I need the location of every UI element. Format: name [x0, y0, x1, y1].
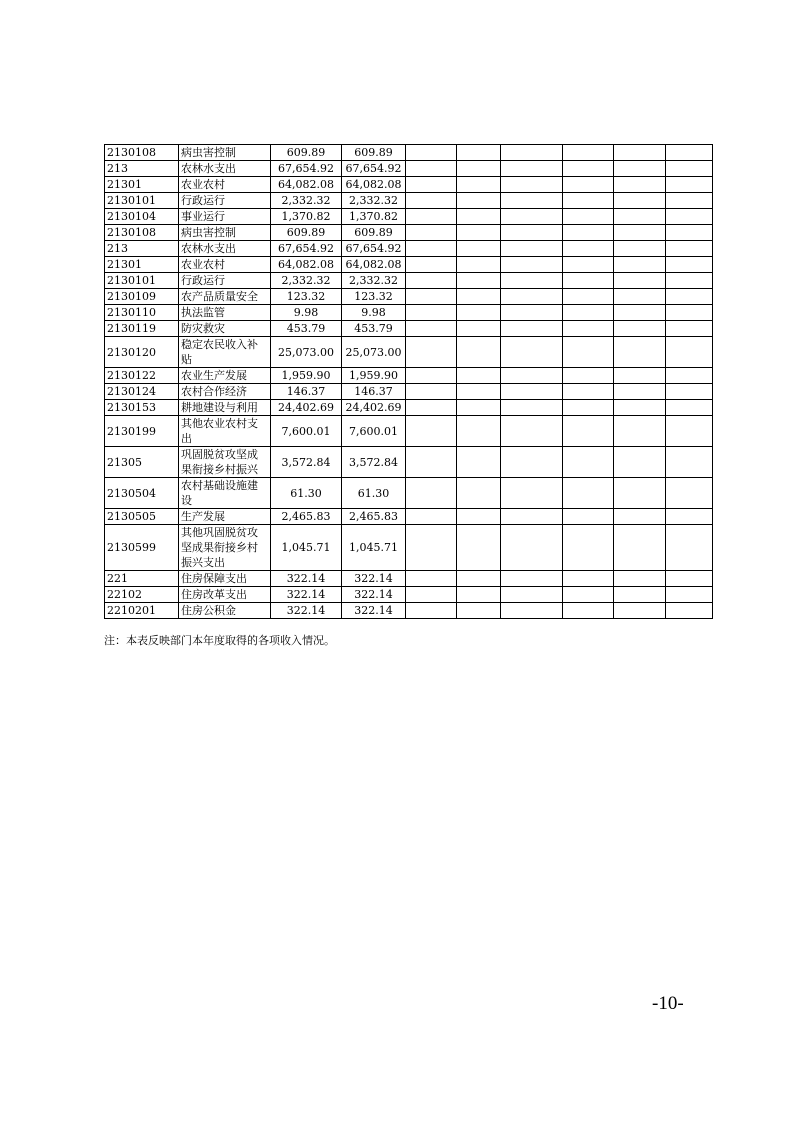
cell-name: 农村基础设施建设	[179, 478, 271, 509]
table-row	[105, 321, 713, 337]
cell-name: 住房改革支出	[179, 587, 271, 603]
cell-name: 病虫害控制	[179, 145, 271, 161]
cell-basic: 609.89	[342, 145, 406, 161]
cell-empty	[614, 289, 666, 305]
cell-empty	[563, 416, 614, 447]
cell-name: 农产品质量安全	[179, 289, 271, 305]
cell-total: 67,654.92	[271, 161, 342, 177]
table-row	[105, 587, 713, 603]
cell-empty	[501, 368, 563, 384]
cell-name: 农林水支出	[179, 241, 271, 257]
cell-basic: 146.37	[342, 384, 406, 400]
cell-total: 24,402.69	[271, 400, 342, 416]
cell-name: 其他农业农村支出	[179, 416, 271, 447]
cell-code: 21301	[105, 177, 179, 193]
cell-empty	[563, 225, 614, 241]
cell-empty	[666, 193, 713, 209]
cell-basic: 2,332.32	[342, 193, 406, 209]
cell-total: 9.98	[271, 305, 342, 321]
cell-empty	[666, 177, 713, 193]
table-row	[105, 509, 713, 525]
cell-empty	[563, 400, 614, 416]
cell-basic: 2,332.32	[342, 273, 406, 289]
cell-empty	[406, 145, 457, 161]
page-number: -10-	[652, 993, 684, 1014]
cell-empty	[501, 241, 563, 257]
cell-basic: 67,654.92	[342, 161, 406, 177]
cell-empty	[666, 209, 713, 225]
cell-name: 其他巩固脱贫攻坚成果衔接乡村振兴支出	[179, 525, 271, 571]
cell-total: 64,082.08	[271, 177, 342, 193]
cell-empty	[614, 509, 666, 525]
cell-empty	[501, 587, 563, 603]
cell-empty	[406, 384, 457, 400]
table-row	[105, 209, 713, 225]
cell-total: 1,370.82	[271, 209, 342, 225]
cell-empty	[501, 177, 563, 193]
cell-total: 1,959.90	[271, 368, 342, 384]
cell-empty	[614, 321, 666, 337]
cell-empty	[501, 509, 563, 525]
table-row	[105, 145, 713, 161]
cell-name: 农业农村	[179, 177, 271, 193]
cell-name: 行政运行	[179, 193, 271, 209]
cell-empty	[406, 337, 457, 368]
table-row	[105, 525, 713, 571]
cell-total: 25,073.00	[271, 337, 342, 368]
cell-empty	[457, 273, 501, 289]
table-row	[105, 571, 713, 587]
cell-empty	[614, 368, 666, 384]
cell-empty	[501, 384, 563, 400]
cell-empty	[457, 225, 501, 241]
cell-code: 2130109	[105, 289, 179, 305]
cell-total: 61.30	[271, 478, 342, 509]
cell-empty	[614, 257, 666, 273]
cell-empty	[457, 193, 501, 209]
cell-empty	[666, 603, 713, 619]
cell-empty	[501, 193, 563, 209]
cell-empty	[614, 400, 666, 416]
cell-name: 农村合作经济	[179, 384, 271, 400]
budget-table	[104, 144, 713, 619]
cell-empty	[406, 193, 457, 209]
cell-name: 生产发展	[179, 509, 271, 525]
cell-empty	[563, 209, 614, 225]
cell-empty	[614, 447, 666, 478]
cell-empty	[501, 145, 563, 161]
cell-basic: 9.98	[342, 305, 406, 321]
cell-empty	[457, 289, 501, 305]
cell-empty	[501, 603, 563, 619]
cell-empty	[457, 525, 501, 571]
cell-empty	[406, 161, 457, 177]
cell-empty	[666, 400, 713, 416]
cell-name: 稳定农民收入补贴	[179, 337, 271, 368]
cell-empty	[563, 587, 614, 603]
cell-basic: 64,082.08	[342, 257, 406, 273]
cell-empty	[406, 416, 457, 447]
table-row	[105, 305, 713, 321]
cell-empty	[614, 225, 666, 241]
cell-code: 22102	[105, 587, 179, 603]
cell-code: 2130108	[105, 225, 179, 241]
cell-empty	[666, 321, 713, 337]
cell-empty	[406, 225, 457, 241]
cell-empty	[457, 321, 501, 337]
cell-name: 住房公积金	[179, 603, 271, 619]
cell-empty	[614, 177, 666, 193]
cell-empty	[666, 416, 713, 447]
cell-basic: 61.30	[342, 478, 406, 509]
cell-empty	[666, 525, 713, 571]
cell-code: 2130101	[105, 273, 179, 289]
cell-name: 农业生产发展	[179, 368, 271, 384]
cell-empty	[406, 603, 457, 619]
cell-name: 农林水支出	[179, 161, 271, 177]
cell-code: 221	[105, 571, 179, 587]
cell-code: 21305	[105, 447, 179, 478]
cell-code: 21301	[105, 257, 179, 273]
table-row	[105, 603, 713, 619]
cell-empty	[563, 273, 614, 289]
cell-empty	[666, 273, 713, 289]
cell-total: 2,465.83	[271, 509, 342, 525]
cell-basic: 1,959.90	[342, 368, 406, 384]
cell-code: 2130153	[105, 400, 179, 416]
cell-empty	[563, 603, 614, 619]
cell-empty	[563, 447, 614, 478]
cell-code: 2130124	[105, 384, 179, 400]
cell-empty	[501, 337, 563, 368]
cell-empty	[666, 337, 713, 368]
cell-empty	[563, 241, 614, 257]
cell-code: 2130101	[105, 193, 179, 209]
cell-empty	[563, 321, 614, 337]
cell-basic: 24,402.69	[342, 400, 406, 416]
table-row	[105, 337, 713, 368]
cell-empty	[614, 525, 666, 571]
cell-empty	[666, 225, 713, 241]
cell-basic: 453.79	[342, 321, 406, 337]
cell-empty	[563, 257, 614, 273]
cell-code: 2130110	[105, 305, 179, 321]
cell-empty	[406, 587, 457, 603]
cell-empty	[614, 209, 666, 225]
cell-empty	[457, 416, 501, 447]
cell-empty	[457, 587, 501, 603]
cell-code: 2130108	[105, 145, 179, 161]
cell-empty	[406, 368, 457, 384]
cell-name: 巩固脱贫攻坚成果衔接乡村振兴	[179, 447, 271, 478]
table-row	[105, 161, 713, 177]
cell-empty	[457, 571, 501, 587]
cell-name: 防灾救灾	[179, 321, 271, 337]
cell-basic: 322.14	[342, 587, 406, 603]
table-note: 注：本表反映部门本年度取得的各项收入情况。	[104, 634, 335, 647]
cell-empty	[501, 416, 563, 447]
cell-total: 67,654.92	[271, 241, 342, 257]
cell-basic: 1,045.71	[342, 525, 406, 571]
cell-empty	[457, 209, 501, 225]
cell-empty	[614, 161, 666, 177]
cell-empty	[563, 145, 614, 161]
cell-name: 耕地建设与利用	[179, 400, 271, 416]
cell-empty	[457, 400, 501, 416]
cell-code: 2130199	[105, 416, 179, 447]
cell-empty	[406, 478, 457, 509]
cell-empty	[614, 571, 666, 587]
cell-empty	[501, 225, 563, 241]
cell-empty	[501, 209, 563, 225]
table-row	[105, 384, 713, 400]
cell-empty	[563, 193, 614, 209]
cell-empty	[501, 161, 563, 177]
cell-total: 453.79	[271, 321, 342, 337]
cell-empty	[457, 337, 501, 368]
cell-empty	[501, 525, 563, 571]
cell-empty	[666, 368, 713, 384]
cell-empty	[406, 321, 457, 337]
cell-empty	[614, 241, 666, 257]
cell-empty	[501, 321, 563, 337]
cell-empty	[406, 177, 457, 193]
cell-empty	[457, 368, 501, 384]
cell-empty	[457, 177, 501, 193]
cell-code: 2130505	[105, 509, 179, 525]
cell-empty	[457, 447, 501, 478]
cell-basic: 1,370.82	[342, 209, 406, 225]
cell-empty	[563, 177, 614, 193]
cell-name: 住房保障支出	[179, 571, 271, 587]
cell-empty	[666, 478, 713, 509]
cell-total: 322.14	[271, 587, 342, 603]
cell-total: 322.14	[271, 571, 342, 587]
cell-empty	[666, 571, 713, 587]
table-row	[105, 257, 713, 273]
cell-total: 64,082.08	[271, 257, 342, 273]
table-row	[105, 273, 713, 289]
table-row	[105, 289, 713, 305]
cell-empty	[563, 289, 614, 305]
cell-code: 2130119	[105, 321, 179, 337]
cell-empty	[406, 447, 457, 478]
cell-empty	[666, 447, 713, 478]
cell-empty	[457, 161, 501, 177]
cell-empty	[614, 384, 666, 400]
cell-empty	[406, 257, 457, 273]
cell-basic: 25,073.00	[342, 337, 406, 368]
cell-code: 2130120	[105, 337, 179, 368]
cell-empty	[563, 161, 614, 177]
table-row	[105, 478, 713, 509]
cell-total: 2,332.32	[271, 273, 342, 289]
cell-empty	[406, 241, 457, 257]
cell-total: 3,572.84	[271, 447, 342, 478]
cell-name: 农业农村	[179, 257, 271, 273]
cell-basic: 7,600.01	[342, 416, 406, 447]
cell-empty	[501, 571, 563, 587]
cell-empty	[457, 509, 501, 525]
cell-empty	[406, 509, 457, 525]
cell-empty	[666, 161, 713, 177]
table-row	[105, 193, 713, 209]
cell-code: 2210201	[105, 603, 179, 619]
cell-code: 213	[105, 241, 179, 257]
cell-empty	[457, 384, 501, 400]
cell-empty	[563, 368, 614, 384]
cell-empty	[614, 603, 666, 619]
cell-empty	[614, 337, 666, 368]
cell-empty	[563, 509, 614, 525]
cell-empty	[614, 145, 666, 161]
cell-empty	[666, 384, 713, 400]
cell-empty	[614, 416, 666, 447]
cell-total: 2,332.32	[271, 193, 342, 209]
cell-empty	[501, 478, 563, 509]
cell-empty	[666, 257, 713, 273]
cell-empty	[406, 273, 457, 289]
cell-empty	[666, 305, 713, 321]
cell-empty	[501, 400, 563, 416]
cell-basic: 123.32	[342, 289, 406, 305]
cell-total: 1,045.71	[271, 525, 342, 571]
cell-empty	[563, 571, 614, 587]
cell-empty	[406, 289, 457, 305]
cell-empty	[614, 305, 666, 321]
cell-empty	[501, 447, 563, 478]
table-row	[105, 368, 713, 384]
cell-code: 213	[105, 161, 179, 177]
table-body	[105, 145, 713, 619]
cell-total: 7,600.01	[271, 416, 342, 447]
cell-empty	[501, 305, 563, 321]
cell-empty	[563, 337, 614, 368]
cell-empty	[457, 257, 501, 273]
cell-empty	[406, 209, 457, 225]
cell-empty	[666, 587, 713, 603]
cell-empty	[563, 305, 614, 321]
cell-empty	[457, 145, 501, 161]
cell-empty	[457, 241, 501, 257]
cell-code: 2130504	[105, 478, 179, 509]
cell-empty	[614, 273, 666, 289]
cell-name: 行政运行	[179, 273, 271, 289]
table-row	[105, 447, 713, 478]
table-row	[105, 241, 713, 257]
cell-total: 609.89	[271, 145, 342, 161]
cell-total: 609.89	[271, 225, 342, 241]
cell-basic: 2,465.83	[342, 509, 406, 525]
cell-basic: 609.89	[342, 225, 406, 241]
cell-empty	[563, 478, 614, 509]
cell-empty	[614, 478, 666, 509]
cell-code: 2130599	[105, 525, 179, 571]
cell-code: 2130122	[105, 368, 179, 384]
cell-empty	[406, 305, 457, 321]
cell-empty	[614, 587, 666, 603]
cell-empty	[666, 289, 713, 305]
cell-empty	[406, 525, 457, 571]
cell-empty	[666, 145, 713, 161]
cell-empty	[666, 241, 713, 257]
cell-total: 322.14	[271, 603, 342, 619]
cell-basic: 322.14	[342, 603, 406, 619]
cell-basic: 3,572.84	[342, 447, 406, 478]
cell-empty	[457, 478, 501, 509]
cell-basic: 322.14	[342, 571, 406, 587]
table-row	[105, 416, 713, 447]
cell-empty	[457, 603, 501, 619]
cell-empty	[563, 384, 614, 400]
table-row	[105, 177, 713, 193]
cell-empty	[457, 305, 501, 321]
cell-empty	[501, 289, 563, 305]
cell-empty	[406, 571, 457, 587]
cell-empty	[406, 400, 457, 416]
cell-empty	[614, 193, 666, 209]
cell-basic: 64,082.08	[342, 177, 406, 193]
cell-empty	[501, 273, 563, 289]
table-row	[105, 400, 713, 416]
cell-code: 2130104	[105, 209, 179, 225]
cell-empty	[501, 257, 563, 273]
cell-total: 146.37	[271, 384, 342, 400]
cell-empty	[666, 509, 713, 525]
cell-total: 123.32	[271, 289, 342, 305]
cell-basic: 67,654.92	[342, 241, 406, 257]
cell-name: 事业运行	[179, 209, 271, 225]
cell-name: 病虫害控制	[179, 225, 271, 241]
cell-empty	[563, 525, 614, 571]
table-row	[105, 225, 713, 241]
cell-name: 执法监管	[179, 305, 271, 321]
